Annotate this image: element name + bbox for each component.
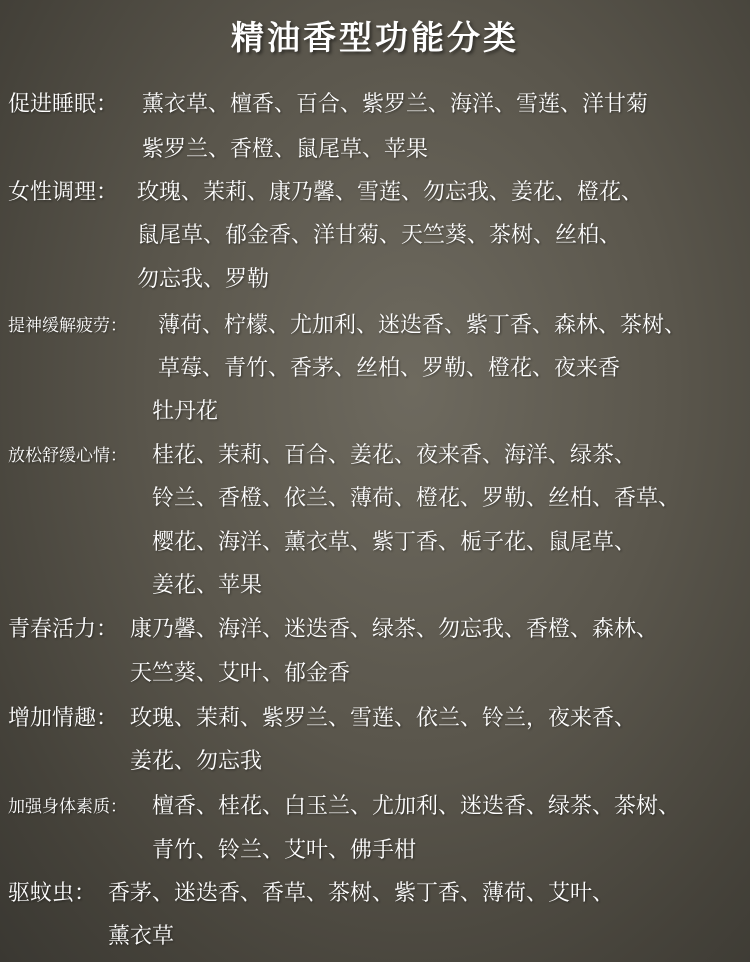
category-items-relax-line-2: 铃兰、香橙、依兰、薄荷、橙花、罗勒、丝柏、香草、 xyxy=(152,486,681,511)
category-items-relax-line-1: 桂花、茉莉、百合、姜花、夜来香、海洋、绿茶、 xyxy=(152,443,637,468)
category-label-female: 女性调理： xyxy=(8,180,119,205)
category-items-refresh-line-2: 草莓、青竹、香茅、丝柏、罗勒、橙花、夜来香 xyxy=(158,356,621,381)
category-items-fitness-line-1: 檀香、桂花、白玉兰、尤加利、迷迭香、绿茶、茶树、 xyxy=(152,794,681,819)
category-items-relax-line-3: 樱花、海洋、薰衣草、紫丁香、栀子花、鼠尾草、 xyxy=(152,530,637,555)
category-items-youth-line-1: 康乃馨、海洋、迷迭香、绿茶、勿忘我、香橙、森林、 xyxy=(130,617,659,642)
category-items-fitness-line-2: 青竹、铃兰、艾叶、佛手柑 xyxy=(152,838,417,863)
page-title: 精油香型功能分类 xyxy=(231,18,519,57)
category-items-romance-line-2: 姜花、勿忘我 xyxy=(130,749,263,774)
category-items-sleep-line-1: 薰衣草、檀香、百合、紫罗兰、海洋、雪莲、洋甘菊 xyxy=(142,92,649,117)
category-items-refresh-line-1: 薄荷、柠檬、尤加利、迷迭香、紫丁香、森林、茶树、 xyxy=(158,313,687,338)
category-items-relax-line-4: 姜花、苹果 xyxy=(152,573,263,598)
category-items-mosquito-line-2: 薰衣草 xyxy=(108,924,175,949)
category-items-female-line-2: 鼠尾草、郁金香、洋甘菊、天竺葵、茶树、丝柏、 xyxy=(137,223,622,248)
category-label-mosquito: 驱蚊虫： xyxy=(8,881,97,906)
category-label-youth: 青春活力： xyxy=(8,617,119,642)
category-items-romance-line-1: 玫瑰、茉莉、紫罗兰、雪莲、依兰、铃兰，夜来香、 xyxy=(130,706,637,731)
category-items-mosquito-line-1: 香茅、迷迭香、香草、茶树、紫丁香、薄荷、艾叶、 xyxy=(108,881,615,906)
category-label-fitness: 加强身体素质： xyxy=(8,797,127,817)
category-label-romance: 增加情趣： xyxy=(8,706,119,731)
category-label-relax: 放松舒缓心情： xyxy=(8,446,127,466)
category-items-female-line-1: 玫瑰、茉莉、康乃馨、雪莲、勿忘我、姜花、橙花、 xyxy=(137,180,644,205)
category-label-sleep: 促进睡眠： xyxy=(8,92,119,117)
category-items-youth-line-2: 天竺葵、艾叶、郁金香 xyxy=(130,661,351,686)
category-items-refresh-line-3: 牡丹花 xyxy=(152,399,219,424)
category-items-female-line-3: 勿忘我、罗勒 xyxy=(137,267,270,292)
category-label-refresh: 提神缓解疲劳： xyxy=(8,316,127,336)
category-items-sleep-line-2: 紫罗兰、香橙、鼠尾草、苹果 xyxy=(142,137,429,162)
